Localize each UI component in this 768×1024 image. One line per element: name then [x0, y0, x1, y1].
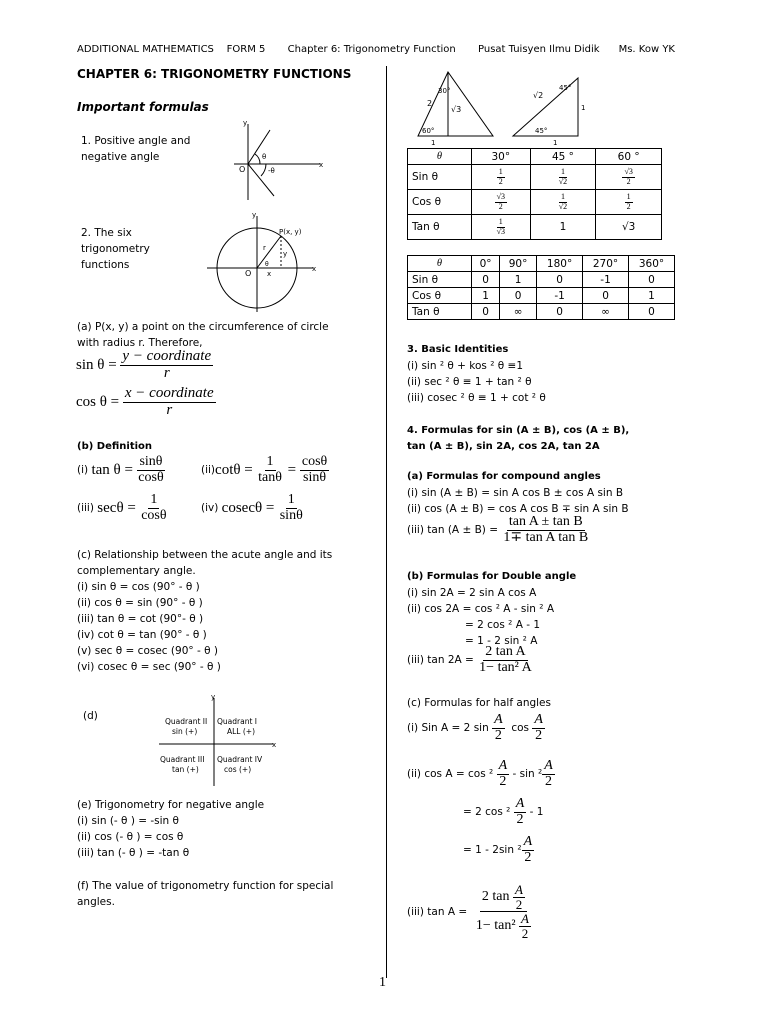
sec-den: cosθ [141, 507, 167, 523]
half-ii-lhs: (ii) cos A = cos ² [407, 768, 494, 781]
column-divider [386, 66, 387, 978]
cosec-fraction [278, 493, 305, 523]
compound-heading: (a) Formulas for compound angles [407, 471, 601, 482]
table-cell [557, 193, 569, 211]
table-cell: -1 [537, 288, 583, 304]
y-length-label: y [283, 250, 288, 258]
tri1-rt3-label: √3 [451, 105, 462, 114]
section4-line2: tan (A ± B), sin 2A, cos 2A, tan 2A [407, 441, 600, 452]
tan-den: cosθ [138, 469, 164, 485]
y-axis-label: y [243, 119, 248, 127]
table-cell: 0 [472, 304, 500, 320]
double-ii-3: = 1 - 2 sin ² A [465, 635, 538, 647]
half-den: 2 [516, 811, 524, 827]
half-num: A [534, 712, 543, 727]
identity-item: (iii) cosec ² θ ≡ 1 + cot ² θ [407, 392, 546, 404]
def-i: (i) [77, 464, 89, 477]
cos-lhs: cos θ = [76, 393, 120, 410]
section-heading: Important formulas [77, 100, 209, 114]
half-iii-num-text: 2 tan [481, 888, 510, 904]
compound-iii-den: 1∓ tan A tan B [503, 529, 589, 545]
half-num: A [498, 758, 508, 773]
half-fraction [514, 797, 527, 827]
cell-num: √3 [624, 167, 633, 177]
half-ii3-lhs: = 1 - 2sin ² [463, 844, 522, 857]
c-line1: (c) Relationship between the acute angle and its [77, 549, 333, 561]
double-ii-2: = 2 cos ² A - 1 [465, 619, 541, 631]
half-iii-num [480, 883, 527, 912]
cot-lhs: cotθ = [215, 461, 253, 478]
table-cell: 0 [629, 272, 675, 288]
identities-heading: 3. Basic Identities [407, 344, 509, 355]
half-fraction [532, 713, 545, 743]
table-header: θ [408, 149, 472, 165]
header-center: Pusat Tuisyen Ilmu Didik [478, 44, 600, 55]
half-i [407, 713, 545, 743]
quadrant-3-label: Quadrant III [160, 755, 205, 764]
sec-lhs: secθ = [97, 499, 136, 516]
a-line1: (a) P(x, y) a point on the circumference of circle [77, 321, 329, 333]
table-cell [557, 168, 569, 186]
cot-fraction2 [300, 455, 329, 485]
table-header-row [408, 149, 662, 165]
half-num: A [515, 882, 523, 897]
half-den: 2 [521, 925, 529, 941]
table-cell: 1 [472, 288, 500, 304]
tri2-1a-label: 1 [581, 104, 586, 112]
tri1-2-label: 2 [427, 99, 433, 108]
cosec-lhs: cosecθ = [221, 499, 275, 516]
tan-def [77, 455, 166, 485]
cell-den: √2 [558, 201, 568, 211]
tan-num: sinθ [139, 454, 163, 469]
quad-x-axis: x [272, 741, 277, 749]
section4-heading [407, 423, 629, 455]
c-item: (ii) cos θ = sin (90° - θ ) [77, 597, 203, 609]
def-iv: (iv) [201, 502, 219, 515]
cos-numerator: x − coordinate [124, 385, 214, 401]
item1-line1: 1. Positive angle and [81, 135, 191, 147]
row-label: Cos θ [408, 288, 472, 304]
table-header: 180° [537, 256, 583, 272]
neg-theta-label: -θ [268, 167, 275, 175]
half-fraction [513, 883, 525, 911]
row-label: Tan θ [408, 215, 472, 240]
circle-x-axis: x [312, 265, 317, 273]
item2-line3: functions [81, 259, 130, 271]
half-ii2-lhs: = 2 cos ² [463, 806, 511, 819]
circle-origin: O [245, 269, 252, 278]
c-item: (v) sec θ = cosec (90° - θ ) [77, 645, 218, 657]
half-den: 2 [499, 773, 507, 789]
half-ii-2 [463, 797, 543, 827]
cosec-def [201, 493, 305, 523]
table-cell: 1 [530, 215, 596, 240]
sin-denominator: r [163, 364, 170, 381]
half-num: A [523, 834, 533, 849]
half-num: A [544, 758, 553, 773]
double-iii-num: 2 tan A [485, 644, 526, 659]
cell-num: √3 [496, 192, 505, 202]
cell-num: 1 [560, 192, 565, 202]
item2-line1: 2. The six [81, 227, 132, 239]
table-cell: ∞ [583, 304, 629, 320]
table-row [408, 272, 675, 288]
half-fraction [492, 713, 505, 743]
cos-denominator: r [166, 401, 173, 418]
c-line2: complementary angle. [77, 565, 196, 577]
tri1-30-label: 30° [438, 87, 451, 95]
item1-text [81, 133, 190, 165]
double-iii [407, 645, 534, 675]
point-label: P(x, y) [279, 228, 302, 236]
row-label: Sin θ [408, 165, 472, 190]
page-number: 1 [379, 975, 386, 990]
item2-text [81, 225, 150, 273]
half-fraction [542, 759, 555, 789]
def-ii: (ii) [201, 464, 216, 477]
cos-definition [76, 386, 216, 419]
compound-iii-num: tan A ± tan B [508, 514, 583, 529]
d-label: (d) [83, 710, 98, 722]
half-den: 2 [535, 727, 543, 743]
cell-den: 2 [626, 176, 631, 186]
header-subject: ADDITIONAL MATHEMATICS [77, 44, 214, 55]
tri2-45b-label: 45° [535, 127, 548, 135]
page-title: CHAPTER 6: TRIGONOMETRY FUNCTIONS [77, 67, 352, 81]
page-header [77, 44, 675, 55]
half-i-lhs: (i) Sin A = 2 sin [407, 722, 489, 735]
c-item: (vi) cosec θ = sec (90° - θ ) [77, 661, 221, 673]
sec-fraction [139, 493, 168, 523]
x-axis-label: x [319, 161, 324, 169]
circle-theta-label: θ [265, 261, 269, 268]
table-cell: 0 [472, 272, 500, 288]
row-label: Tan θ [408, 304, 472, 320]
cot-den1: tanθ [258, 469, 282, 485]
item1-line2: negative angle [81, 151, 160, 163]
double-iii-den: 1− tan² A [479, 659, 532, 675]
table-row [408, 190, 662, 215]
table-cell [495, 218, 507, 236]
double-heading: (b) Formulas for Double angle [407, 571, 577, 582]
cell-den: 2 [498, 201, 503, 211]
tri2-1b-label: 1 [553, 139, 558, 147]
quadrant-2-label: Quadrant II [165, 717, 208, 726]
cosec-num: 1 [287, 492, 295, 507]
half-i-cos: cos [511, 722, 530, 735]
double-block [407, 569, 576, 649]
x-length-label: x [267, 270, 272, 278]
table-header-row [408, 256, 675, 272]
table-header: 30° [472, 149, 531, 165]
compound-iii [407, 515, 590, 545]
table-cell [622, 168, 634, 186]
table-cell [625, 193, 633, 211]
half-den: 2 [524, 849, 532, 865]
compound-iii-fraction [501, 515, 590, 545]
tri1-60-label: 60° [422, 127, 435, 135]
quadrant-4-label: Quadrant IV [217, 755, 263, 764]
half-den: 2 [545, 773, 552, 789]
table-cell [495, 193, 507, 211]
double-iii-lhs: (iii) tan 2A = [407, 654, 474, 667]
quadrantal-angles-table [407, 255, 675, 320]
cot-den2: sinθ [303, 469, 327, 485]
table-header: θ [408, 256, 472, 272]
sin-numerator: y − coordinate [122, 348, 212, 364]
e-item: (i) sin (- θ ) = -sin θ [77, 815, 179, 827]
sin-lhs: sin θ = [76, 356, 117, 373]
quad-y-axis: y [211, 693, 216, 701]
half-num: A [521, 911, 529, 927]
special-angles-table [407, 148, 662, 240]
table-cell: 0 [537, 272, 583, 288]
half-heading: (c) Formulas for half angles [407, 697, 551, 709]
half-fraction [522, 835, 535, 865]
radius-label: r [263, 244, 266, 252]
table-cell: 1 [629, 288, 675, 304]
theta-label: θ [262, 153, 267, 161]
double-i: (i) sin 2A = 2 sin A cos A [407, 587, 537, 599]
row-label: Cos θ [408, 190, 472, 215]
e-heading: (e) Trigonometry for negative angle [77, 799, 265, 811]
c-text [77, 547, 332, 675]
compound-i: (i) sin (A ± B) = sin A cos B ± cos A sin B [407, 487, 624, 499]
table-header: 360° [629, 256, 675, 272]
compound-block [407, 469, 629, 517]
sec-def [77, 493, 169, 523]
quadrant-4-sign: cos (+) [224, 765, 252, 774]
table-row [408, 288, 675, 304]
tri2-rt2-label: √2 [533, 91, 544, 100]
identities-block [407, 342, 546, 406]
table-cell: 0 [583, 288, 629, 304]
table-cell: 0 [500, 288, 537, 304]
table-header: 60 ° [596, 149, 662, 165]
table-header: 45 ° [530, 149, 596, 165]
half-iii-lhs: (iii) tan A = [407, 905, 468, 918]
table-cell [497, 168, 505, 186]
header-chapter: Chapter 6: Trigonometry Function [287, 44, 456, 55]
table-header: 270° [583, 256, 629, 272]
half-fraction [519, 912, 531, 940]
quadrant-3-sign: tan (+) [172, 765, 199, 774]
a-line2: with radius r. Therefore, [77, 337, 203, 349]
tan-fraction [136, 455, 165, 485]
cosec-den: sinθ [279, 507, 303, 523]
quadrant-1-label: Quadrant I [217, 717, 257, 726]
table-cell: -1 [583, 272, 629, 288]
b-heading: (b) Definition [77, 441, 153, 452]
tri1-1-label: 1 [431, 139, 436, 147]
half-iii-den [474, 912, 533, 940]
def-iii: (iii) [77, 502, 94, 515]
table-header: 0° [472, 256, 500, 272]
sin-definition [76, 349, 213, 382]
a-text [77, 319, 329, 351]
angle-diagram [230, 116, 330, 202]
identity-item: (ii) sec ² θ ≡ 1 + tan ² θ [407, 376, 532, 388]
circle-diagram [205, 208, 320, 313]
cell-num: 1 [498, 217, 503, 227]
tan-lhs: tan θ = [91, 461, 133, 478]
section4-line1: 4. Formulas for sin (A ± B), cos (A ± B), [407, 425, 630, 436]
identity-item: (i) sin ² θ + kos ² θ ≡1 [407, 360, 523, 372]
quadrant-2-sign: sin (+) [172, 727, 198, 736]
half-den: 2 [515, 896, 523, 912]
table-cell: ∞ [500, 304, 537, 320]
table-header: 90° [500, 256, 537, 272]
cot-num1: 1 [266, 454, 274, 469]
table-row [408, 304, 675, 320]
cell-den: √2 [558, 176, 568, 186]
cos-fraction [123, 386, 216, 419]
e-item: (ii) cos (- θ ) = cos θ [77, 831, 184, 843]
half-iii-fraction [474, 883, 533, 941]
special-triangles [413, 68, 603, 148]
cell-den: 2 [626, 201, 631, 211]
cell-num: 1 [498, 167, 503, 177]
cell-num: 1 [560, 167, 565, 177]
cot-num2: cosθ [301, 454, 328, 469]
half-ii2-end: - 1 [529, 806, 544, 819]
cell-den: √3 [496, 226, 505, 236]
table-cell: 0 [629, 304, 675, 320]
half-iii [407, 883, 533, 941]
half-ii-mid: - sin ² [512, 768, 543, 781]
row-label: Sin θ [408, 272, 472, 288]
half-fraction [497, 759, 510, 789]
half-ii [407, 759, 555, 789]
item2-line2: trigonometry [81, 243, 150, 255]
half-num: A [494, 712, 503, 727]
quadrant-1-sign: ALL (+) [227, 727, 256, 736]
cot-fraction1 [256, 455, 284, 485]
half-den: 2 [494, 727, 502, 743]
cell-den: 2 [498, 176, 503, 186]
c-item: (iii) tan θ = cot (90°- θ ) [77, 613, 204, 625]
table-row [408, 215, 662, 240]
half-iii-den-text: 1− tan² [475, 918, 516, 934]
origin-label: O [239, 165, 246, 174]
table-cell: 1 [500, 272, 537, 288]
header-form: FORM 5 [226, 44, 266, 55]
e-item: (iii) tan (- θ ) = -tan θ [77, 847, 190, 859]
cot-def: (ii) cotθ = $\frac{1}{\tan\theta}$ = $\frac{\cos\theta}{\sin\theta}$ [201, 454, 328, 485]
half-ii-3 [463, 835, 534, 865]
circle-y-axis: y [252, 211, 257, 219]
f-line1: (f) The value of trigonometry function for special [77, 880, 334, 892]
e-text [77, 797, 264, 861]
table-cell: 0 [537, 304, 583, 320]
double-ii: (ii) cos 2A = cos ² A - sin ² A [407, 603, 555, 615]
cell-num: 1 [626, 192, 631, 202]
double-iii-fraction [477, 645, 534, 675]
header-teacher: Ms. Kow YK [618, 44, 675, 55]
tri2-45a-label: 45° [559, 84, 572, 92]
c-item: (iv) cot θ = tan (90° - θ ) [77, 629, 207, 641]
f-line2: angles. [77, 896, 115, 908]
c-item: (i) sin θ = cos (90° - θ ) [77, 581, 200, 593]
table-row [408, 165, 662, 190]
table-cell: √3 [596, 215, 662, 240]
compound-iii-lhs: (iii) tan (A ± B) = [407, 524, 499, 537]
f-text [77, 878, 333, 910]
compound-ii: (ii) cos (A ± B) = cos A cos B ∓ sin A sin B [407, 503, 629, 515]
sin-fraction [120, 349, 213, 382]
sec-num: 1 [150, 492, 158, 507]
quadrant-diagram [155, 692, 280, 788]
half-num: A [515, 796, 525, 811]
